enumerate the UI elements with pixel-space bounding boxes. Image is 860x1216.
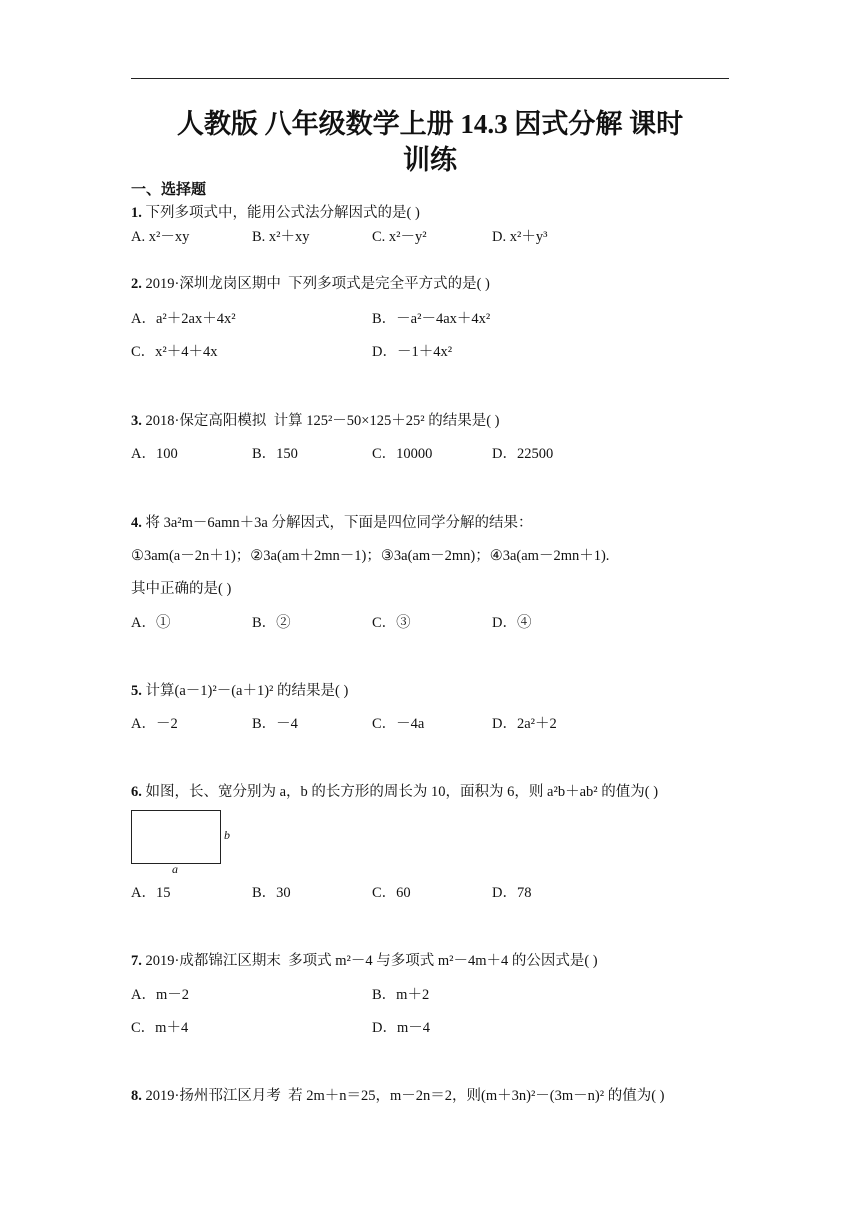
- question-number: 2.: [131, 276, 142, 292]
- question-1: [131, 204, 420, 222]
- question-4-line2: ①3am(a－2n＋1)；②3a(am＋2mn－1)；③3a(am－2mn)；④3a(am－2mn＋1).: [131, 548, 610, 564]
- q5-option-b: B．－4: [252, 716, 298, 732]
- header-rule: [131, 78, 729, 79]
- question-number: 1.: [131, 205, 142, 221]
- q1-option-c: C. x²－y²: [372, 229, 427, 245]
- question-source: 2019·成都锦江区期末: [145, 953, 281, 969]
- q4-option-d: D．④: [492, 615, 532, 631]
- q7-option-b: B．m＋2: [372, 987, 430, 1003]
- q2-option-a: A．a²＋2ax＋4x²: [131, 311, 236, 327]
- question-number: 7.: [131, 953, 142, 969]
- question-7: [131, 952, 598, 970]
- q1-option-b: B. x²＋xy: [252, 229, 310, 245]
- q2-option-c: C．x²＋4＋4x: [131, 344, 218, 360]
- page-title-line1: 人教版 八年级数学上册 14.3 因式分解 课时: [176, 109, 684, 139]
- question-text: 多项式 m²－4 与多项式 m²－4m＋4 的公因式是( ): [288, 953, 598, 969]
- question-6: [131, 783, 658, 801]
- q2-option-b: B．－a²－4ax＋4x²: [372, 311, 491, 327]
- question-text: 计算 125²－50×125＋25² 的结果是( ): [273, 413, 500, 429]
- q6-option-a: A．15: [131, 885, 171, 901]
- question-text: 如图，长、宽分别为 a，b 的长方形的周长为 10，面积为 6，则 a²b＋ab² 的值为( ): [145, 784, 659, 800]
- question-2: [131, 275, 490, 293]
- question-text: 若 2m＋n＝25，m－2n＝2，则(m＋3n)²－(3m－n)² 的值为( ): [288, 1088, 665, 1104]
- question-text: 计算(a－1)²－(a＋1)² 的结果是( ): [145, 683, 349, 699]
- q7-option-a: A．m－2: [131, 987, 189, 1003]
- q5-option-c: C．－4a: [372, 716, 425, 732]
- question-5: [131, 682, 348, 700]
- figure-label-b: b: [224, 828, 230, 842]
- q5-option-a: A．－2: [131, 716, 178, 732]
- q6-option-b: B．30: [252, 885, 291, 901]
- question-source: 2019·扬州邗江区月考: [145, 1088, 281, 1104]
- q5-option-d: D．2a²＋2: [492, 716, 557, 732]
- question-text: 将 3a²m－6amn＋3a 分解因式，下面是四位同学分解的结果：: [145, 515, 533, 531]
- question-number: 4.: [131, 515, 142, 531]
- question-text: 下列多项式中，能用公式法分解因式的是( ): [145, 205, 420, 221]
- q6-option-c: C．60: [372, 885, 411, 901]
- q6-option-d: D．78: [492, 885, 532, 901]
- q3-option-d: D．22500: [492, 446, 554, 462]
- question-number: 3.: [131, 413, 142, 429]
- q4-option-b: B．②: [252, 615, 291, 631]
- question-number: 8.: [131, 1088, 142, 1104]
- q7-option-d: D．m－4: [372, 1020, 430, 1036]
- question-4-line3: 其中正确的是( ): [131, 581, 232, 597]
- question-text: 下列多项式是完全平方式的是( ): [288, 276, 490, 292]
- q3-option-c: C．10000: [372, 446, 433, 462]
- question-source: 2019·深圳龙岗区期中: [145, 276, 281, 292]
- q3-option-a: A．100: [131, 446, 178, 462]
- question-number: 5.: [131, 683, 142, 699]
- rectangle-figure: [131, 810, 221, 864]
- section-heading: 一、选择题: [131, 182, 207, 198]
- page-title-line2: 训练: [403, 145, 457, 175]
- q3-option-b: B．150: [252, 446, 298, 462]
- question-3: [131, 412, 499, 430]
- q1-option-d: D. x²＋y³: [492, 229, 548, 245]
- q1-option-a: A. x²－xy: [131, 229, 190, 245]
- question-number: 6.: [131, 784, 142, 800]
- q4-option-a: A．①: [131, 615, 171, 631]
- question-source: 2018·保定高阳模拟: [145, 413, 267, 429]
- question-4: [131, 514, 532, 532]
- q7-option-c: C．m＋4: [131, 1020, 189, 1036]
- q4-option-c: C．③: [372, 615, 411, 631]
- q2-option-d: D．－1＋4x²: [372, 344, 453, 360]
- figure-label-a: a: [172, 862, 178, 876]
- question-8: [131, 1087, 664, 1105]
